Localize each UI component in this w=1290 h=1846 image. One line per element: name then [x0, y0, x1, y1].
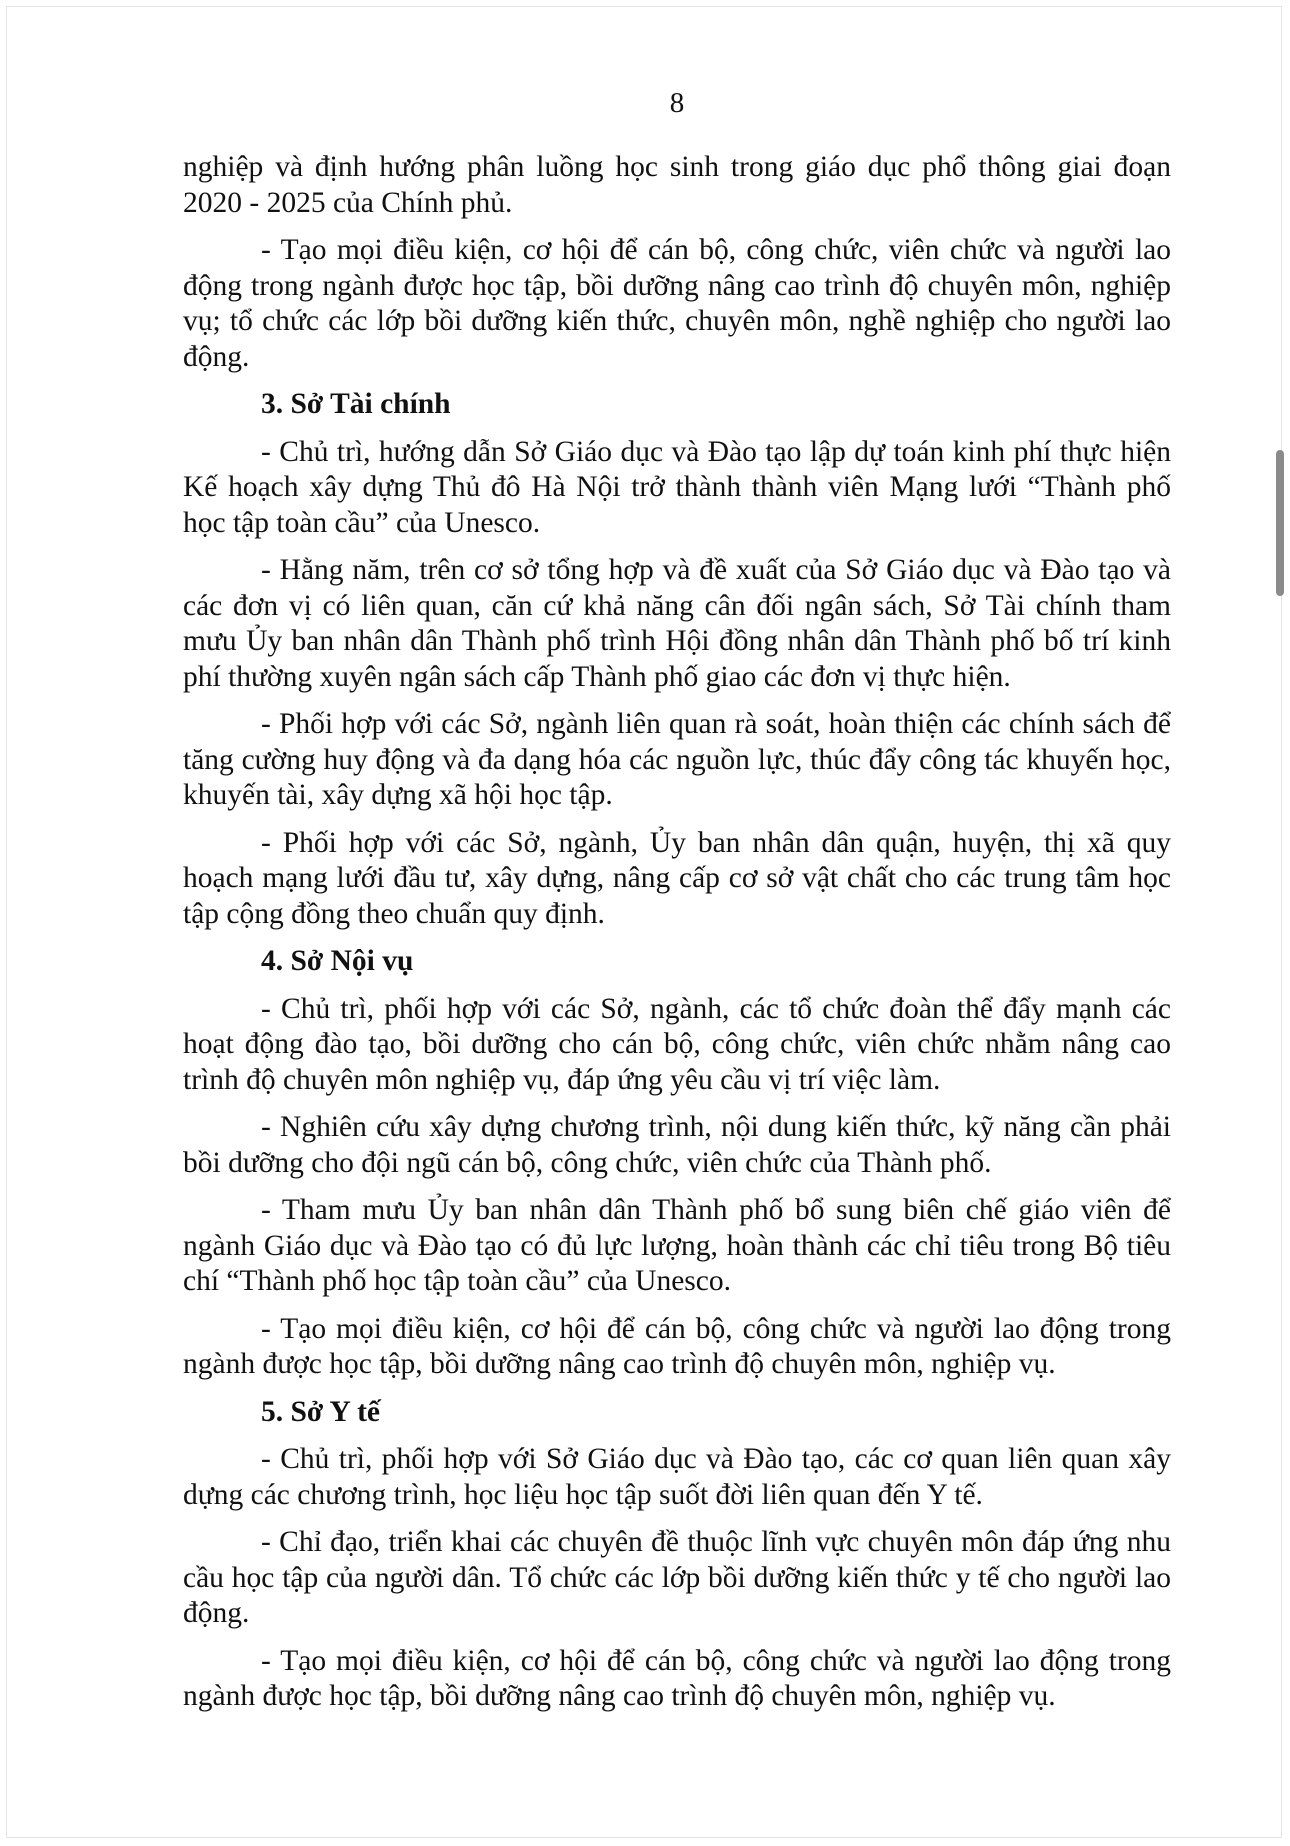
document-page [6, 6, 1282, 1838]
paragraph: - Tham mưu Ủy ban nhân dân Thành phố bổ sung biên chế giáo viên để ngành Giáo dục và Đào tạo có đủ lực lượng, hoàn thành các chỉ tiêu trong Bộ tiêu chí “Thành phố học tập toàn cầu” của Unesco. [183, 1194, 1171, 1297]
page-number: 8 [669, 87, 685, 119]
section-heading-so-tai-chinh: 3. Sở Tài chính [261, 388, 451, 420]
paragraph: - Chủ trì, phối hợp với các Sở, ngành, các tổ chức đoàn thể đẩy mạnh các hoạt động đào tạo, bồi dưỡng cho cán bộ, công chức, viên chức nhằm nâng cao trình độ chuyên môn nghiệp vụ, đáp ứng yêu cầu vị trí việc làm. [183, 992, 1171, 1096]
paragraph: - Nghiên cứu xây dựng chương trình, nội dung kiến thức, kỹ năng cần phải bồi dưỡng cho đội ngũ cán bộ, công chức, viên chức của Thành phố. [183, 1111, 1171, 1179]
paragraph: - Tạo mọi điều kiện, cơ hội để cán bộ, công chức và người lao động trong ngành được học tập, bồi dưỡng nâng cao trình độ chuyên môn, nghiệp vụ. [183, 1312, 1171, 1380]
document-body [183, 150, 1171, 1727]
paragraph: - Hằng năm, trên cơ sở tổng hợp và đề xuất của Sở Giáo dục và Đào tạo và các đơn vị có liên quan, căn cứ khả năng cân đối ngân sách, Sở Tài chính tham mưu Ủy ban nhân dân Thành phố trình Hội đồng nhân dân Thành phố bố trí kinh phí thường xuyên ngân sách cấp Thành phố giao các đơn vị thực hiện. [183, 554, 1171, 693]
paragraph: - Phối hợp với các Sở, ngành liên quan rà soát, hoàn thiện các chính sách để tăng cường huy động và đa dạng hóa các nguồn lực, thúc đẩy công tác khuyến học, khuyến tài, xây dựng xã hội học tập. [183, 708, 1171, 811]
paragraph: - Chủ trì, hướng dẫn Sở Giáo dục và Đào tạo lập dự toán kinh phí thực hiện Kế hoạch xây dựng Thủ đô Hà Nội trở thành thành viên Mạng lưới “Thành phố học tập toàn cầu” của Unesco. [183, 435, 1171, 539]
section-heading-so-y-te: 5. Sở Y tế [261, 1395, 381, 1428]
paragraph: - Chỉ đạo, triển khai các chuyên đề thuộc lĩnh vực chuyên môn đáp ứng nhu cầu học tập của người dân. Tổ chức các lớp bồi dưỡng kiến thức y tế cho người lao động. [183, 1526, 1171, 1629]
paragraph: - Tạo mọi điều kiện, cơ hội để cán bộ, công chức, viên chức và người lao động trong ngành được học tập, bồi dưỡng nâng cao trình độ chuyên môn, nghiệp vụ; tổ chức các lớp bồi dưỡng kiến thức, chuyên môn, nghề nghiệp cho người lao động. [183, 234, 1171, 373]
paragraph: - Phối hợp với các Sở, ngành, Ủy ban nhân dân quận, huyện, thị xã quy hoạch mạng lưới đầu tư, xây dựng, nâng cấp cơ sở vật chất cho các trung tâm học tập cộng đồng theo chuẩn quy định. [183, 826, 1171, 930]
vertical-scrollbar[interactable] [1276, 450, 1284, 596]
section-heading-so-noi-vu: 4. Sở Nội vụ [261, 945, 414, 977]
paragraph: - Chủ trì, phối hợp với Sở Giáo dục và Đào tạo, các cơ quan liên quan xây dựng các chương trình, học liệu học tập suốt đời liên quan đến Y tế. [183, 1443, 1171, 1511]
paragraph: - Tạo mọi điều kiện, cơ hội để cán bộ, công chức và người lao động trong ngành được học tập, bồi dưỡng nâng cao trình độ chuyên môn, nghiệp vụ. [183, 1644, 1171, 1712]
paragraph-continuation: nghiệp và định hướng phân luồng học sinh trong giáo dục phổ thông giai đoạn 2020 - 2025 của Chính phủ. [183, 151, 1171, 219]
